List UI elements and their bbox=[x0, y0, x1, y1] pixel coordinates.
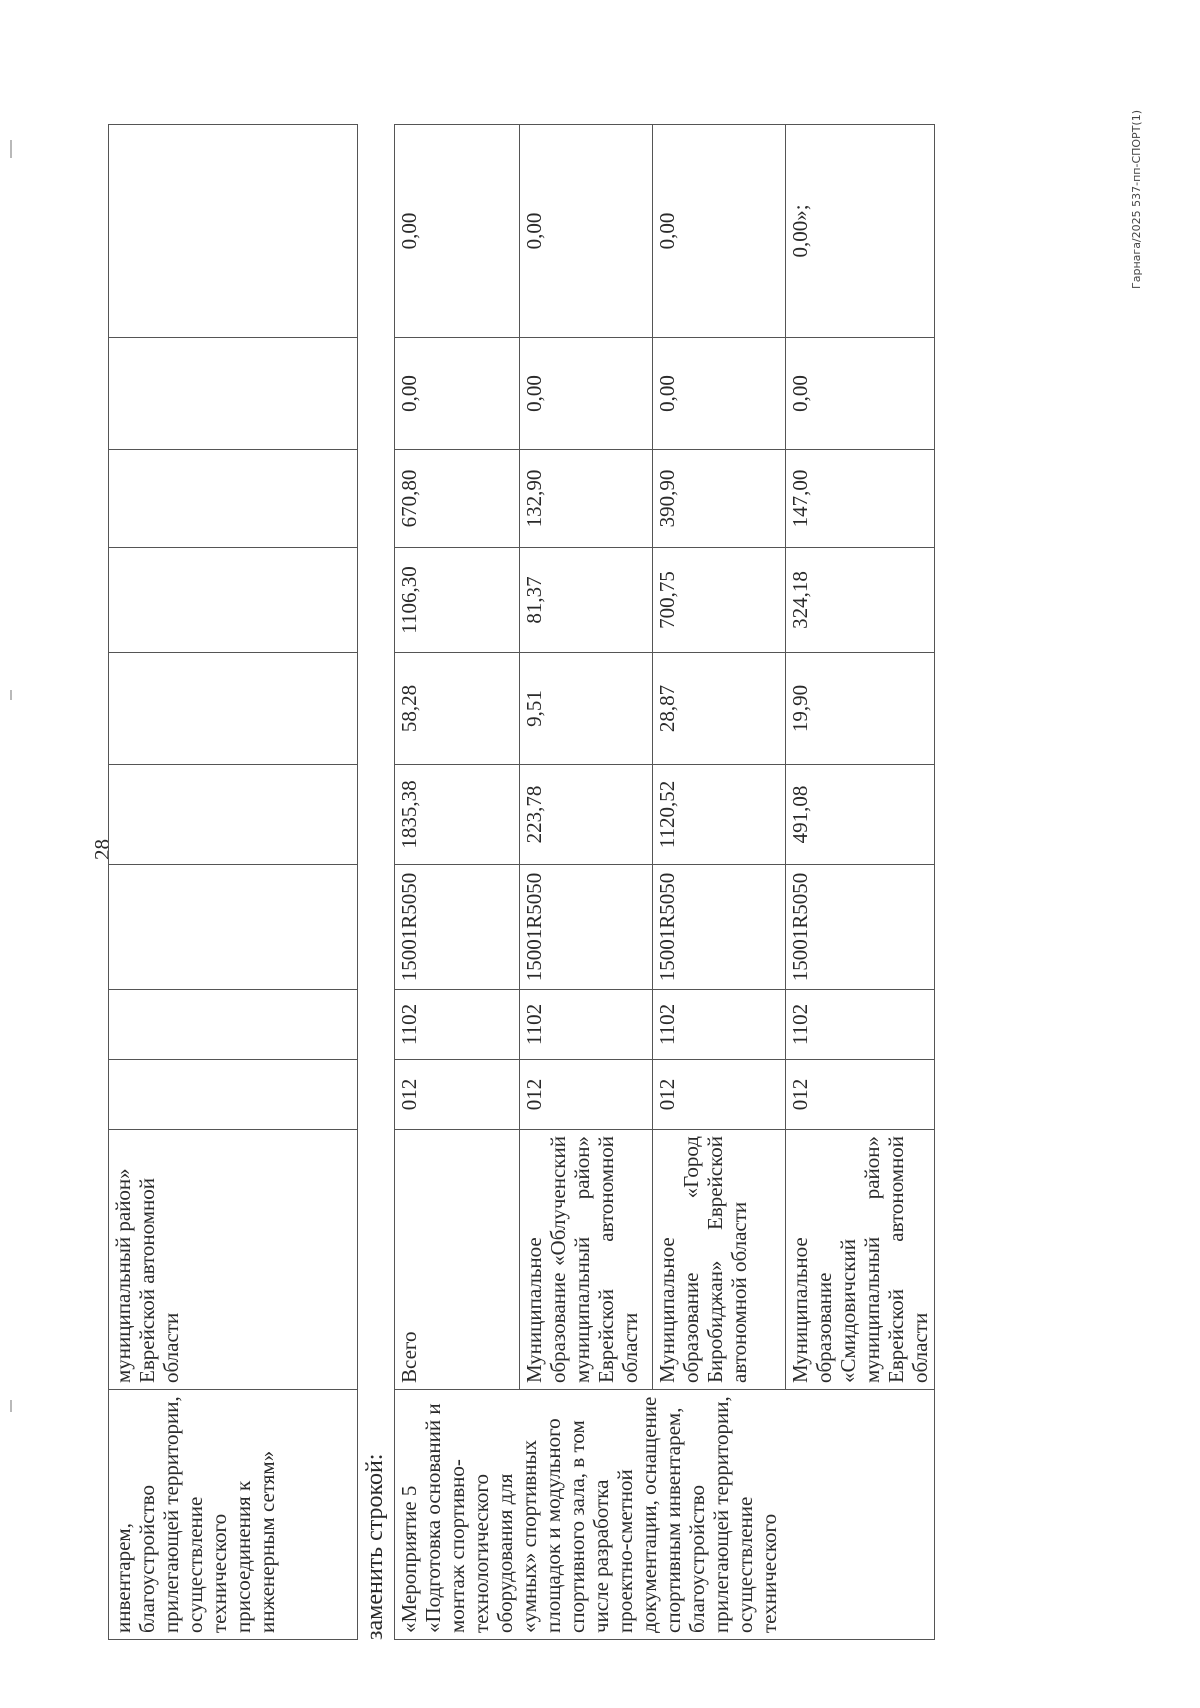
year-value-cell: 324,18 bbox=[786, 548, 935, 653]
total-cell: 223,78 bbox=[520, 765, 653, 865]
year-value-cell: 670,80 bbox=[395, 450, 520, 548]
empty-cell bbox=[109, 548, 358, 653]
continued-table-fragment bbox=[108, 124, 358, 1640]
year-value-cell: 0,00»; bbox=[786, 125, 935, 338]
year-value-cell: 0,00 bbox=[395, 338, 520, 450]
scan-artifact bbox=[10, 690, 12, 700]
year-value-cell: 0,00 bbox=[786, 338, 935, 450]
measure-name-cell: «Мероприятие 5 «Подготовка оснований и монтаж спортивно-технологического оборудования для «умных» спортивных площадок и модульного спортивного зала, в том числе разработка проектно-сметной документации, оснащение спортивным инвентарем, благоустройство прилегающей территории, осуществление технического bbox=[395, 1390, 935, 1640]
grbs-cell: 012 bbox=[395, 1060, 520, 1130]
csr-cell: 15001R5050 bbox=[395, 865, 520, 990]
year-value-cell: 58,28 bbox=[395, 653, 520, 765]
csr-cell: 15001R5050 bbox=[786, 865, 935, 990]
rzpr-cell: 1102 bbox=[520, 990, 653, 1060]
year-value-cell: 0,00 bbox=[520, 125, 653, 338]
recipient-cell: Всего bbox=[395, 1130, 520, 1390]
year-value-cell: 1106,30 bbox=[395, 548, 520, 653]
footer-document-id: Гарнага/2025 537-пп-СПОРТ(1) bbox=[1130, 110, 1143, 289]
empty-cell bbox=[109, 1060, 358, 1130]
year-value-cell: 700,75 bbox=[653, 548, 786, 653]
grbs-cell: 012 bbox=[786, 1060, 935, 1130]
scan-artifact bbox=[10, 1400, 12, 1412]
year-value-cell: 390,90 bbox=[653, 450, 786, 548]
empty-cell bbox=[109, 450, 358, 548]
recipient-cell: Муниципальное образование «Облученский муниципальный район» Еврейской автономной области bbox=[520, 1130, 653, 1390]
empty-cell bbox=[109, 338, 358, 450]
empty-cell bbox=[109, 990, 358, 1060]
year-value-cell: 0,00 bbox=[395, 125, 520, 338]
year-value-cell: 0,00 bbox=[653, 338, 786, 450]
rzpr-cell: 1102 bbox=[786, 990, 935, 1060]
recipient-cell: Муниципальное образование «Город Биробиджан» Еврейской автономной области bbox=[653, 1130, 786, 1390]
csr-cell: 15001R5050 bbox=[653, 865, 786, 990]
grbs-cell: 012 bbox=[520, 1060, 653, 1130]
recipient-cell: Муниципальное образование «Смидовичский муниципальный район» Еврейской автономной области bbox=[786, 1130, 935, 1390]
rzpr-cell: 1102 bbox=[653, 990, 786, 1060]
empty-cell bbox=[109, 865, 358, 990]
empty-cell bbox=[109, 765, 358, 865]
measure-name-cell: инвентарем, благоустройство прилегающей территории, осуществление технического присоединения к инженерным сетям» bbox=[109, 1390, 358, 1640]
rzpr-cell: 1102 bbox=[395, 990, 520, 1060]
csr-cell: 15001R5050 bbox=[520, 865, 653, 990]
total-cell: 1120,52 bbox=[653, 765, 786, 865]
replacement-table bbox=[394, 124, 935, 1640]
document-page bbox=[52, 40, 1152, 1640]
empty-cell bbox=[109, 125, 358, 338]
scan-artifact bbox=[10, 140, 12, 158]
year-value-cell: 9,51 bbox=[520, 653, 653, 765]
grbs-cell: 012 bbox=[653, 1060, 786, 1130]
year-value-cell: 28,87 bbox=[653, 653, 786, 765]
year-value-cell: 147,00 bbox=[786, 450, 935, 548]
year-value-cell: 19,90 bbox=[786, 653, 935, 765]
year-value-cell: 132,90 bbox=[520, 450, 653, 548]
year-value-cell: 0,00 bbox=[653, 125, 786, 338]
year-value-cell: 0,00 bbox=[520, 338, 653, 450]
recipient-cell: муниципальный район» Еврейской автономной области bbox=[109, 1130, 358, 1390]
replace-instruction: заменить строкой: bbox=[362, 1453, 388, 1640]
year-value-cell: 81,37 bbox=[520, 548, 653, 653]
total-cell: 1835,38 bbox=[395, 765, 520, 865]
total-cell: 491,08 bbox=[786, 765, 935, 865]
page-number: 28 bbox=[90, 839, 114, 860]
table-row bbox=[395, 125, 520, 1640]
empty-cell bbox=[109, 653, 358, 765]
